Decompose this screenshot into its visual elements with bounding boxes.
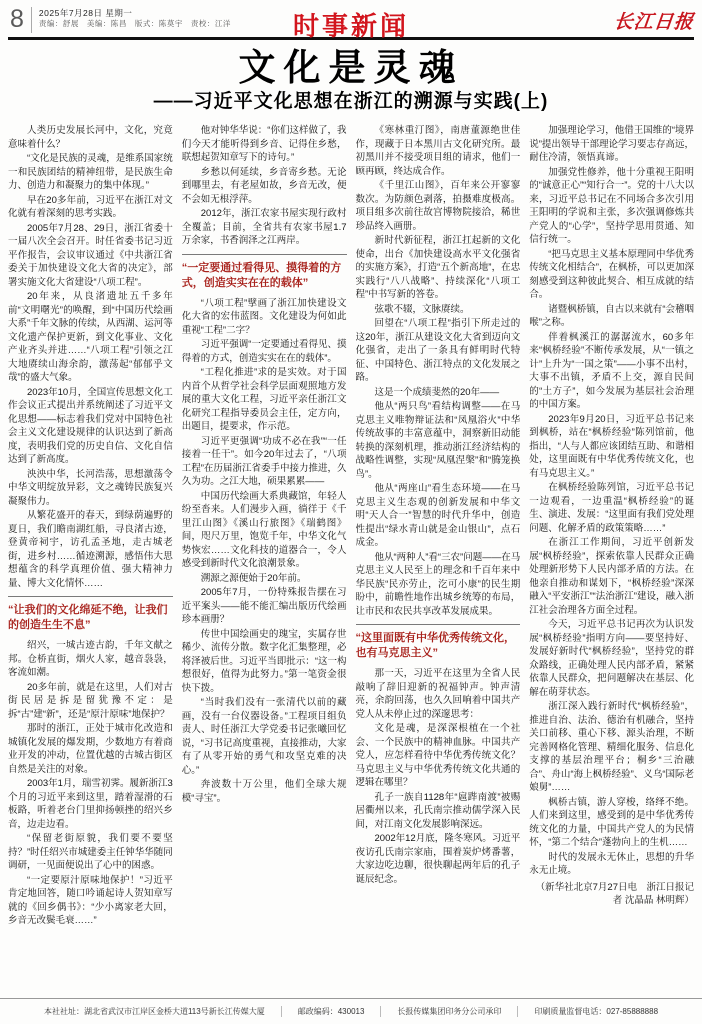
body-paragraph: 他从“两种人”看“三农”问题——在马克思主义人民至上的理念和千百年来中华民族“民亦劳止，汔可小康”的民生期盼中，前瞻性地作出城乡统筹的布局，让市民和农民共享改革发展成果。 [355,551,521,617]
body-paragraph: 泱泱中华，长河浩荡，思想激荡令中华文明绽放异彩，文之魂铸民族复兴凝聚伟力。 [8,468,173,507]
page-header [8,5,695,41]
article-column-4 [529,124,694,1000]
body-paragraph: 在枫桥经验陈列馆，习近平总书记一边观看，一边重温“枫桥经验”的诞生、演进、发展：“这里面有我们党处理问题、化解矛盾的政策策略……” [529,482,694,534]
body-paragraph: 2005年7月，一份特殊报告摆在习近平案头——能不能汇编出版历代绘画珍本画册？ [181,587,347,625]
body-paragraph: 人类历史发展长河中，文化，究竟意味着什么？ [8,125,173,150]
body-paragraph: 那一天，习近平在这里为全省人民敲响了辞旧迎新的祝福钟声。钟声清亮，余韵回荡，也久久回响着中国共产党人从未停止过的深邃思考： [355,668,521,720]
header-divider [31,7,32,33]
body-paragraph: 绍兴，一城古迹古韵，千年文献之邦。仓桥直街，烟火人家，越音袅袅，客流如潮。 [8,640,173,678]
body-paragraph: 加强党性修养，他十分重视王阳明的“诚意正心”“知行合一”。党的十八大以来，习近平总书记在不同场合多次引用王阳明的学说和主张，多次强调修炼共产党人的“心学”，坚持学思用贯通、知信行统一。 [529,166,694,245]
body-paragraph: 2012年，浙江农家书屋实现行政村全覆盖；目前，全省共有农家书屋1.7万余家，书香润泽之江两岸。 [181,208,347,246]
body-paragraph: 弦歌不辍，文脉赓续。 [374,303,470,315]
publication-date: 2025年7月28日 星期一 [38,8,133,18]
footer-item: 印刷质量监督电话：027-85888888 [517,1006,658,1017]
body-paragraph: 伴着枫溪江的潺潺流水，60多年来“枫桥经验”不断传承发展，从“一镇之计”上升为“一国之策”——小事不出村，大事不出镇，矛盾不上交，源自民间的“土方子”，如今发展为基层社会治理的中国方案。 [529,331,694,410]
body-paragraph: 中国历代绘画大系典藏馆，年轻人纷至沓来。人们漫步入画，徜徉于《千里江山图》《溪山行旅图》《瑞鹤图》间，咫尺万里，饱览千年，中华文化气势恢宏……文化科技的道器合一，令人感受到新时代文化浪潮景象。 [181,490,347,569]
body-paragraph: 加强理论学习，他借王国维的“境界说”提出领导干部理论学习要志存高远，耐住冷清，领悟真谛。 [529,125,694,163]
body-paragraph: 文化是魂，是深深根植在一个社会、一个民族中的精神血脉。中国共产党人，应怎样看待中华优秀传统文化？马克思主义与中华优秀传统文化共通的逻辑在哪里？ [355,723,521,788]
body-paragraph: 乡愁以何延续，乡音寄乡愁。无论到哪里去，有老屋如故，乡音无改，便不会如无根浮萍。 [181,166,347,205]
date-block [39,5,231,35]
body-paragraph: “文化是民族的灵魂，是维系国家统一和民族团结的精神纽带，是民族生命力、创造力和凝聚力的集中体现。” [8,153,173,191]
article-attribution: （新华社北京7月27日电 浙江日报记者 沈晶晶 林明辉） [535,881,694,906]
body-paragraph: 2003年1月，瑞雪初霁。履新浙江3个月的习近平来到这里，踏着湿滑的石板路，听着老台门里抑扬顿挫的绍兴乡音，边走边看。 [8,778,173,830]
body-paragraph: 他对钟华华说：“你们这样做了，我们今天才能听得到乡音、记得住乡愁，联想起贺知章写下的诗句。” [181,125,347,163]
section-subhead: “让我们的文化绵延不绝，让我们的创造生生不息” [8,596,173,635]
footer-item: 长报传媒集团印务分公司承印 [380,1006,501,1017]
page-number: 8 [10,5,24,33]
page-footer [0,998,702,1024]
body-paragraph: 奔波数十万公里，他们全球大规模“寻宝”。 [181,779,347,804]
body-paragraph: 枫桥古镇，游人穿梭，络绎不绝。人们来到这里，感受到的是中华优秀传统文化的力量，中国共产党人的为民情怀，“第二个结合”蓬勃向上的生机…… [529,796,694,848]
body-paragraph: 浙江深入践行新时代“枫桥经验”，推进自治、法治、德治有机融合，坚持关口前移、重心下移、源头治理，不断完善网格化管理、精细化服务、信息化支撑的基层治理平台；桐乡“三治融合”、舟山“海上枫桥经验”、义乌“国际老娘舅”…… [529,701,694,793]
newspaper-logo: 长江日报 [612,10,695,33]
headline-block [8,40,694,118]
section-subhead: “这里面既有中华优秀传统文化，也有马克思主义” [356,624,521,663]
body-paragraph: 回望在“八项工程”指引下所走过的这20年，浙江从建设文化大省到迈向文化强省，走出了一条具有鲜明时代特征、中国特色、浙江特点的文化发展之路。 [355,318,521,383]
article-column-3 [356,124,521,1000]
body-paragraph: “一定要原汁原味地保护！”习近平肯定地回答，随口吟诵起诗人贺知章写就的《回乡偶书》：“少小离家老大回，乡音无改鬓毛衰……” [8,874,173,926]
body-paragraph: 《寒林重汀图》，南唐董源绝世佳作，现藏于日本黑川古文化研究所。最初黑川并不接受项目组的请求，他们一顾再顾，终达成合作。 [355,125,521,177]
body-paragraph: 2023年9月20日，习近平总书记来到枫桥，站在“枫桥经验”陈列馆前，他指出，“人与人都应该团结互助、和谐相处，这里面既有中华优秀传统文化，也有马克思主义。” [529,413,694,479]
body-paragraph: “保留老街原貌，我们要不要坚持？”时任绍兴市城建委主任钟华华随同调研，一见面便说出了心中的困惑。 [8,833,173,871]
body-paragraph: 2023年10月，全国宣传思想文化工作会议正式提出并系统阐述了习近平文化思想——标志着我们党对中国特色社会主义文化建设规律的认识达到了新高度，表明我们党的历史自信、文化自信达到了新高度。 [8,386,173,465]
article-column-1 [8,124,173,1000]
footer-item: 邮政编码：430013 [281,1006,365,1017]
article-subtitle: ——习近平文化思想在浙江的溯源与实践(上) [153,91,549,112]
article-column-2 [182,124,347,1000]
editor-credits: 责编：舒展 美编：陈昌 版式：陈莫宇 责校：江洋 [38,19,231,28]
body-paragraph: 诸暨枫桥镇，自古以来就有“会稽咽喉”之称。 [529,303,694,328]
body-paragraph: 《千里江山图》，百年来公开寥寥数次。为防颜色剥落，拍摄难度极高。项目组多次前往故宫博物院接洽，稀世珍品终入画册。 [355,180,521,232]
footer-item: 本社社址：湖北省武汉市江岸区金桥大道113号新长江传媒大厦 [43,1007,265,1016]
body-paragraph: 习近平强调“一定要通过看得见、摸得着的方式，创造实实在在的载体”。 [181,339,347,364]
article-columns [8,124,694,1000]
body-paragraph: “当时我们没有一张清代以前的藏画，没有一台仪器设备。”工程项目组负责人、时任浙江大学党委书记张曦回忆说，“习书记高度重视，直接推动，大家有了从零开始的勇气和攻坚克难的决心。” [181,697,347,776]
body-paragraph: 20多年前，就是在这里，人们对古街民居是拆是留犹豫不定：是拆“古”建“新”，还是“原汁原味”地保护？ [8,681,173,720]
body-paragraph: 那时的浙江，正处于城市化改造和城镇化发展的爆发期，少数地方有着商业开发的冲动，位置优越的古城古街区自然是关注的对象。 [8,723,173,775]
body-paragraph: “把马克思主义基本原理同中华优秀传统文化相结合”，在枫桥，可以更加深刻感受到这种彼此契合、相互成就的结合。 [529,248,694,300]
body-paragraph: 孔子一族自1128年“扈跸南渡”被赐居衢州以来，孔氏南宗推动儒学深入民间，对江南文化发展影响深远。 [355,791,521,830]
article-title: 文化是灵魂 [238,47,464,88]
body-paragraph: 新时代新征程，浙江扛起新的文化使命，出台《加快建设高水平文化强省的实施方案》，打造“五个新高地”，在忠实践行“八八战略”、持续深化“八项工程”中书写新的答卷。 [355,235,521,300]
body-paragraph: 今天，习近平总书记再次为认识发展“枫桥经验”指明方向——要坚持好、发展好新时代“枫桥经验”，坚持党的群众路线，正确处理人民内部矛盾，紧紧依靠人民群众，把问题解决在基层、化解在萌芽状态。 [529,619,694,698]
body-paragraph: 2002年12月底，隆冬寒风。习近平夜访孔氏南宗家庙，围着炭炉烤番薯，大家边吃边聊，很快聊起两年后的孔子诞辰纪念。 [355,833,521,885]
section-subhead: “一定要通过看得见、摸得着的方式，创造实实在在的载体” [182,254,347,293]
body-paragraph: 他从“两只鸟”看结构调整——在马克思主义唯物辩证法和“凤凰浴火”中华传统故事的丰富意蕴中，洞察新旧动能转换的深刻机理，推动浙江经济结构的战略性调整，实现“凤凰涅槃”和“腾笼换鸟”。 [355,401,521,480]
body-paragraph: 在浙江工作期间，习近平创新发展“枫桥经验”，探索依靠人民群众正确处理新形势下人民内部矛盾的方法。在他亲自推动和谋划下，“枫桥经验”深深融入“平安浙江”“法治浙江”建设，融入浙江社会治理各方面全过程。 [529,537,694,616]
body-paragraph: 早在20多年前，习近平在浙江对文化就有着深刻的思考实践。 [8,194,173,219]
body-paragraph: 这是一个成绩斐然的20年—— [374,386,500,398]
body-paragraph: 溯源之源便始于20年前。 [200,572,307,584]
body-paragraph: 他从“两座山”看生态环境——在马克思主义生态观的创新发展和中华文明“天人合一”智慧的时代升华中，创造性提出“绿水青山就是金山银山”，点石成金。 [355,483,521,548]
body-paragraph: 时代的发展永无休止，思想的升华永无止境。 [529,851,694,876]
body-paragraph: 20年来，从良渚遗址五千多年前“文明曙光”的唤醒，到“中国历代绘画大系”千年文脉的传续，从西湖、运河等文化遗产保护更新，到文化事业、文化产业齐头并进……“八项工程”引领之江大地赓续山海余韵，激荡起“郁郁乎文哉”的盛大气象。 [8,291,173,383]
body-paragraph: 传世中国绘画史的瑰宝，实属存世稀少、流传分散。数字化汇集整理，必将泽被后世。习近平当即批示：“这一构想很好，值得为此努力。”第一笔资金很快下拨。 [181,628,347,694]
body-paragraph: “工程化推进”求的是实效。对于国内首个从哲学社会科学层面观照地方发展的重大文化工程，习近平亲任浙江文化研究工程指导委员会主任，定方向，出题目，提要求，作示范。 [181,367,347,432]
body-paragraph: 2005年7月28、29日，浙江省委十一届八次全会召开。时任省委书记习近平作报告，会议审议通过《中共浙江省委关于加快建设文化大省的决定》，部署实施文化大省建设“八项工程”。 [8,222,173,288]
section-title: 时事新闻 [292,12,410,41]
body-paragraph: “八项工程”擘画了浙江加快建设文化大省的宏伟蓝图。文化建设为何如此重视“工程”二字？ [181,297,347,336]
body-paragraph: 从繁花盛开的春天，到绿荫遍野的夏日，我们瞻南湖红船，寻良渚古迹，登黄帝祠宇，访孔孟圣地，走古城老街，进乡村……循迹溯源，感悟伟大思想蕴含的科学真理价值、强大精神力量、博大文化情怀…… [8,510,173,589]
body-paragraph: 习近平更强调“功成不必在我”“一任接着一任干”。如今20年过去了，“八项工程”在历届浙江省委手中接力推进，久久为功。之江大地，硕果累累—— [181,435,347,487]
